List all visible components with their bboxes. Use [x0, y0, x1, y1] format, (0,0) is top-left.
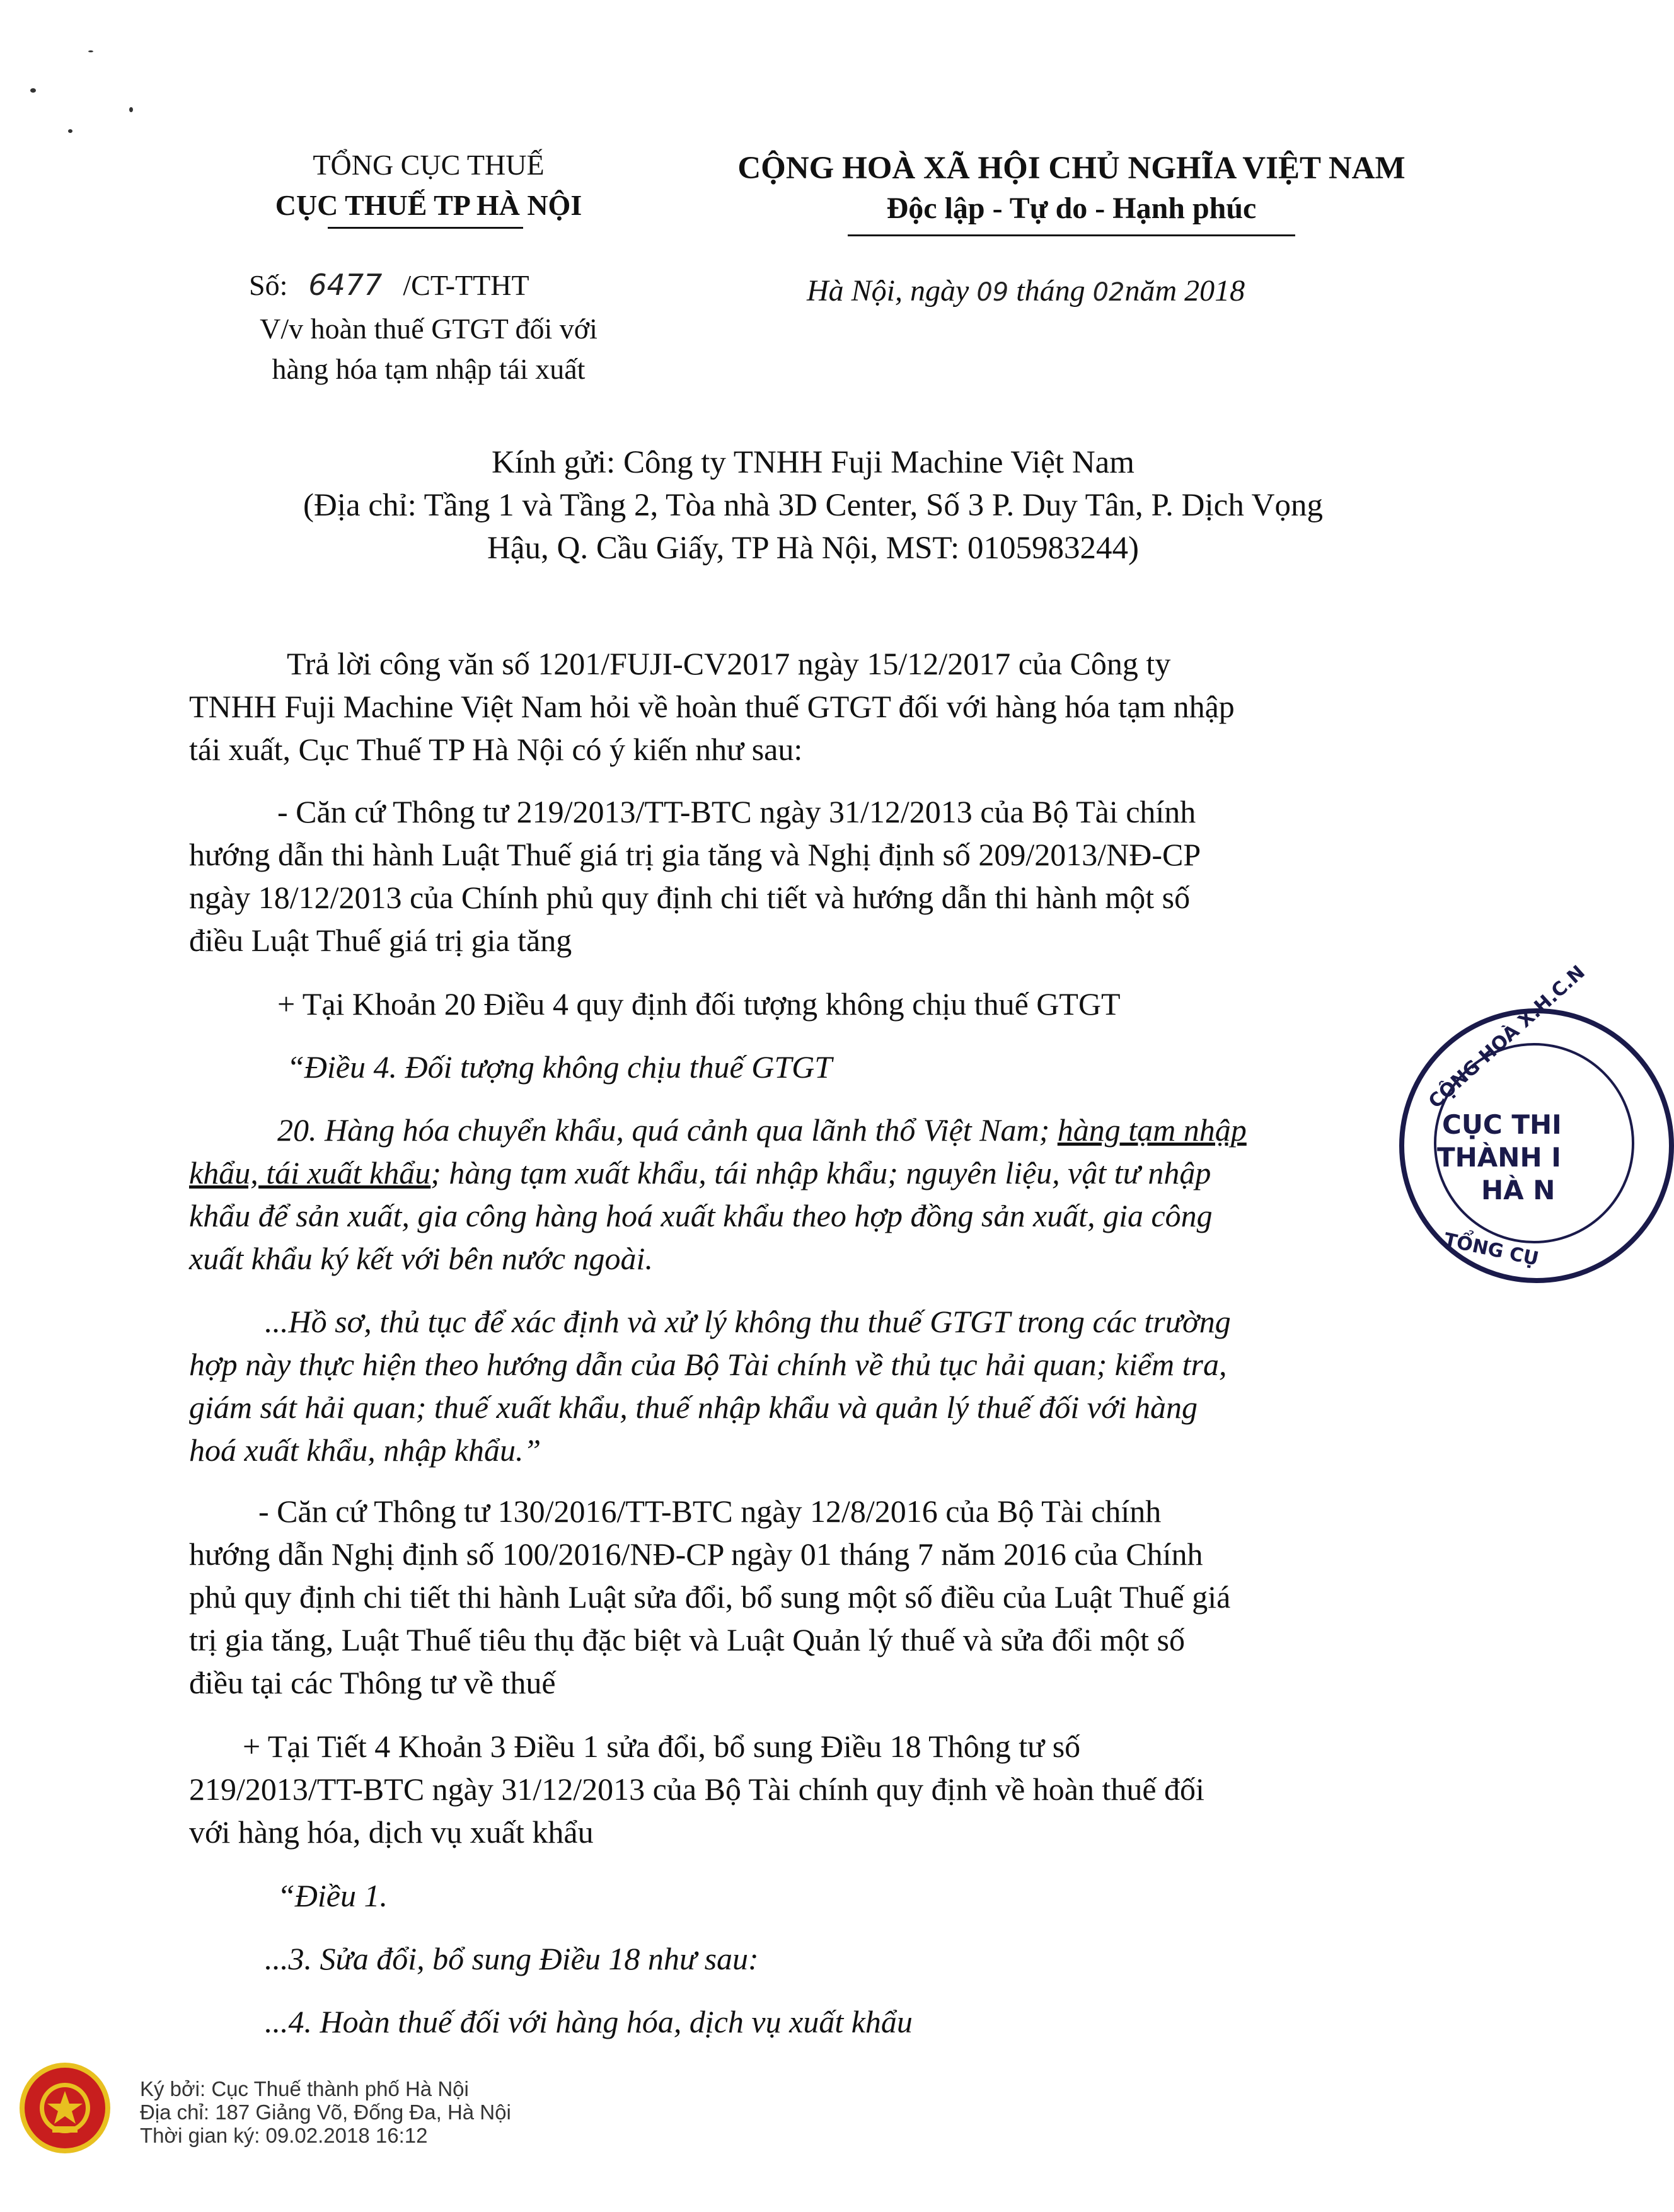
para-1-line-3: tái xuất, Cục Thuế TP Hà Nội có ý kiến như sau:	[189, 732, 803, 767]
stamp-ring-text: CỘNG HOÀ X.H.C.N	[1424, 961, 1590, 1114]
scan-speck	[68, 129, 72, 133]
subject-line-1: V/v hoàn thuế GTGT đối với	[260, 313, 597, 345]
recipient-block	[189, 441, 1437, 570]
signature-seal	[18, 2061, 112, 2155]
date-line	[807, 271, 1469, 313]
para-5-line-3: với hàng hóa, dịch vụ xuất khẩu	[189, 1814, 594, 1850]
para-5-line-1: + Tại Tiết 4 Khoản 3 Điều 1 sửa đổi, bổ sung Điều 18 Thông tư số	[243, 1729, 1081, 1764]
para-2-line-4: điều Luật Thuế giá trị gia tăng	[189, 923, 572, 958]
number-suffix: /CT-TTHT	[403, 269, 529, 301]
signer-address: Địa chỉ: 187 Giảng Võ, Đống Đa, Hà Nội	[140, 2100, 511, 2124]
quote-item-20-line-4: xuất khẩu ký kết với bên nước ngoài.	[189, 1241, 653, 1276]
stamp-line-2: THÀNH I	[1437, 1142, 1561, 1173]
subject-line-2: hàng hóa tạm nhập tái xuất	[272, 353, 586, 385]
quote-section-3: ...3. Sửa đổi, bổ sung Điều 18 như sau:	[265, 1941, 759, 1976]
quote-item-20-underlined: hàng tạm nhập	[1057, 1112, 1247, 1148]
stamp-bottom-text: TỔNG CỤ	[1441, 1229, 1541, 1270]
quote-item-20-underlined-2: khẩu, tái xuất khẩu	[189, 1155, 431, 1190]
signed-by: Ký bởi: Cục Thuế thành phố Hà Nội	[140, 2077, 469, 2100]
agency-parent: TỔNG CỤC THUẾ	[313, 149, 545, 181]
date-day: 09	[976, 278, 1009, 307]
signing-time: Thời gian ký: 09.02.2018 16:12	[140, 2124, 428, 2147]
para-4-line-4: trị gia tăng, Luật Thuế tiêu thụ đặc biệt và Luật Quản lý thuế và sửa đổi một số	[189, 1622, 1185, 1657]
stamp-line-3: HÀ N	[1481, 1175, 1556, 1206]
quote-item-20-line-2	[189, 1152, 1437, 1194]
para-1-line-1: Trả lời công văn số 1201/FUJI-CV2017 ngày 15/12/2017 của Công ty	[287, 646, 1171, 681]
motto-underline	[848, 234, 1295, 236]
agency-name: CỤC THUẾ TP HÀ NỘI	[275, 189, 582, 221]
quote-item-20-text-2: ; hàng tạm xuất khẩu, tái nhập khẩu; nguyên liệu, vật tư nhập	[430, 1155, 1211, 1190]
para-4-line-1: - Căn cứ Thông tư 130/2016/TT-BTC ngày 12/8/2016 của Bộ Tài chính	[258, 1494, 1162, 1529]
country-name: CỘNG HOÀ XÃ HỘI CHỦ NGHĨA VIỆT NAM	[737, 151, 1406, 186]
scan-speck	[30, 88, 36, 93]
quote-item-20-text: 20. Hàng hóa chuyển khẩu, quá cảnh qua lãnh thổ Việt Nam;	[277, 1112, 1058, 1148]
document-number	[249, 265, 690, 306]
para-4-line-3: phủ quy định chi tiết thi hành Luật sửa đổi, bổ sung một số điều của Luật Thuế giá	[189, 1579, 1231, 1615]
quote-item-20-line-1	[277, 1109, 1525, 1151]
recipient-line-1: Kính gửi: Công ty TNHH Fuji Machine Việt Nam	[492, 445, 1134, 480]
scan-speck	[88, 50, 93, 52]
date-prefix: Hà Nội, ngày	[807, 274, 969, 308]
header-right	[693, 148, 1450, 229]
quote-section-4: ...4. Hoàn thuế đối với hàng hóa, dịch vụ xuất khẩu	[265, 2004, 913, 2039]
number-prefix: Số:	[249, 269, 288, 301]
para-2-line-1: - Căn cứ Thông tư 219/2013/TT-BTC ngày 31/12/2013 của Bộ Tài chính	[277, 794, 1196, 829]
date-month: 02	[1092, 278, 1125, 307]
quote-dossier-line-1: ...Hồ sơ, thủ tục để xác định và xử lý không thu thuế GTGT trong các trường	[265, 1304, 1231, 1339]
quote-article-1: “Điều 1.	[277, 1878, 388, 1913]
quote-dossier-line-3: giám sát hải quan; thuế xuất khẩu, thuế nhập khẩu và quản lý thuế đối với hàng	[189, 1390, 1198, 1425]
number-handwritten: 6477	[308, 268, 383, 302]
quote-dossier-line-4: hoá xuất khẩu, nhập khẩu.”	[189, 1432, 541, 1468]
official-stamp	[1387, 961, 1590, 1298]
stamp-line-1: CỤC THI	[1442, 1109, 1562, 1140]
para-4-line-5: điều tại các Thông tư về thuế	[189, 1665, 556, 1700]
para-4-line-2: hướng dẫn Nghị định số 100/2016/NĐ-CP ngày 01 tháng 7 năm 2016 của Chính	[189, 1536, 1203, 1572]
para-2-line-3: ngày 18/12/2013 của Chính phủ quy định chi tiết và hướng dẫn thi hành một số	[189, 880, 1191, 915]
header-left	[208, 145, 649, 226]
seal-graphic	[18, 2061, 112, 2155]
signature-info	[140, 2077, 511, 2147]
quote-article-4: “Điều 4. Đối tượng không chịu thuế GTGT	[287, 1049, 833, 1085]
para-5-line-2: 219/2013/TT-BTC ngày 31/12/2013 của Bộ Tài chính quy định về hoàn thuế đối	[189, 1771, 1204, 1807]
recipient-line-3: Hậu, Q. Cầu Giấy, TP Hà Nội, MST: 0105983244)	[487, 531, 1139, 566]
para-2-line-2: hướng dẫn thi hành Luật Thuế giá trị gia tăng và Nghị định số 209/2013/NĐ-CP	[189, 837, 1201, 872]
quote-item-20-line-3: khẩu để sản xuất, gia công hàng hoá xuất khẩu theo hợp đồng sản xuất, gia công	[189, 1198, 1213, 1233]
para-1-line-2: TNHH Fuji Machine Việt Nam hỏi về hoàn thuế GTGT đối với hàng hóa tạm nhập	[189, 689, 1235, 724]
motto: Độc lập - Tự do - Hạnh phúc	[886, 192, 1257, 225]
scan-speck	[129, 107, 133, 112]
recipient-line-2: (Địa chỉ: Tầng 1 và Tầng 2, Tòa nhà 3D Center, Số 3 P. Duy Tân, P. Dịch Vọng	[303, 488, 1323, 523]
date-mid: tháng	[1016, 274, 1085, 308]
subject	[208, 309, 649, 389]
date-suffix: năm 2018	[1124, 274, 1245, 308]
agency-underline	[328, 227, 523, 229]
quote-dossier-line-2: hợp này thực hiện theo hướng dẫn của Bộ Tài chính về thủ tục hải quan; kiểm tra,	[189, 1347, 1227, 1382]
para-3: + Tại Khoản 20 Điều 4 quy định đối tượng không chịu thuế GTGT	[277, 986, 1121, 1022]
